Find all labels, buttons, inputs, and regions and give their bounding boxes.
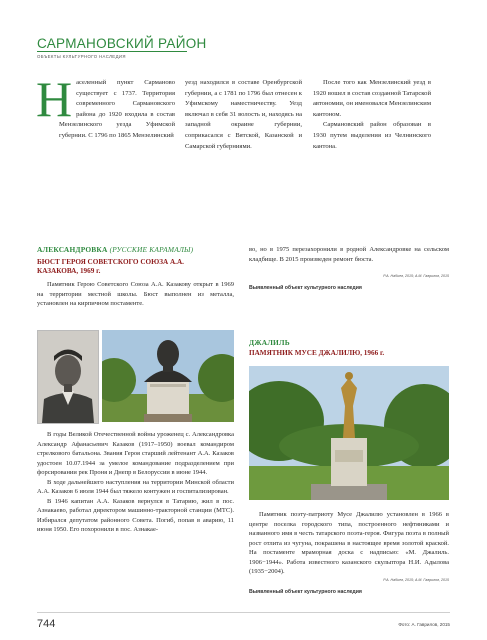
photo-portrait xyxy=(37,330,99,424)
bust-image xyxy=(102,330,234,422)
sec1-body-p2: В ходе дальнейшего наступления на территории Минской области А.А. Казаков 6 июля 1944 был тяжело контужен и госпитализирован. xyxy=(37,478,234,495)
sec1-intro xyxy=(37,280,234,309)
footer-rule xyxy=(37,612,450,613)
sec1-place: АЛЕКСАНДРОВКА xyxy=(37,245,108,254)
sec1-title: БЮСТ ГЕРОЯ СОВЕТСКОГО СОЮЗА А.А. КАЗАКОВА, 1969 г. xyxy=(37,258,184,275)
intro-column-2 xyxy=(185,78,302,152)
intro-col3-p1: После того как Мензелинский уезд в 1920 вошел в состав созданной Татарской автономии, он именовался Мензелинским кантоном. xyxy=(313,79,431,118)
intro-col3-p2: Сармановский район образован в 1930 путем выделения из Челнинского кантона. xyxy=(313,121,431,150)
intro-column-1 xyxy=(36,71,175,142)
sec2-body-text: Памятник поэту-патриоту Мусе Джалилю установлен в 1966 в центре поселка городского типа, построенного нефтяниками и названного имя в честь татарского поэта-героя. Фигура поэта в полный рост отлита из чугуна, покрашена в настоящее время золотой краской. На постаменте мраморная доска с надписью: «М. Джалиль. 1906−1944». Работа известного казанского скульптора Н.И. Адылова (1935−2004). xyxy=(249,511,449,575)
photo-bust xyxy=(102,330,234,422)
portrait-image xyxy=(38,331,98,423)
sec1-heritage: Выявленный объект культурного наследия xyxy=(249,285,362,291)
photo-jalil-monument xyxy=(249,366,449,500)
sec1-credit: Р.А. Набиев, 2015; А.М. Гаврилов, 2015 xyxy=(383,274,449,278)
header-rule xyxy=(37,51,187,52)
sec1-cont-text: во, но в 1975 перезахоронили в родной Александровке на сельском кладбище. В 2015 произведен ремонт бюста. xyxy=(249,246,449,263)
sec1-place-alt: (РУССКИЕ КАРАМАЛЫ) xyxy=(109,245,194,254)
footer-photo-credit: Фото: А. Гаврилов, 2015 xyxy=(398,622,450,627)
sec1-body xyxy=(37,430,234,535)
intro-col1-text: аселенный пункт Сарманово существует с 1737. Территория современного Сармановского района до 1920 входила в состав Мензелинского уезда Уфимской губернии. С 1796 по 1865 Мензелинский xyxy=(59,79,175,139)
intro-col2-text: уезд находился в составе Оренбургской губернии, а с 1781 по 1796 был отнесен к Уфимскому наместничеству. Уезд включал в себя 31 волость и, находясь на западной окраине губернии, соприкасался с Вятской, Казанской и Самарской губерниями. xyxy=(185,79,302,150)
sec2-credit: Р.А. Набиев, 2015; А.М. Гаврилов, 2015 xyxy=(383,578,449,582)
jalil-monument-image xyxy=(249,366,449,500)
page-number: 744 xyxy=(37,618,56,630)
intro-column-3 xyxy=(313,78,431,152)
sec2-heritage: Выявленный объект культурного наследия xyxy=(249,589,362,595)
sec1-body-p1: В годы Великой Отечественной войны уроженец с. Александровка Александр Афанасьевич Казаков (1917–1950) воевал командиром стрелкового батальона. Звания Героя старший лейтенант А.А. Казаков удостоен 10.07.1944 за умелое командование подразделением при форсировании рек Проня и Днепр в Белоруссии в июне 1944. xyxy=(37,431,234,476)
section-title: САРМАНОВСКИЙ РАЙОН xyxy=(37,36,207,51)
sec2-title: ПАМЯТНИК МУСЕ ДЖАЛИЛЮ, 1966 г. xyxy=(249,349,385,357)
dropcap: Н xyxy=(36,71,73,127)
section-subtitle: ОБЪЕКТЫ КУЛЬТУРНОГО НАСЛЕДИЯ xyxy=(37,54,126,59)
sec1-body-p3: В 1946 капитан А.А. Казаков вернулся в Татарию, жил в пос. Азнакаево, работал директором машинно-тракторной станции (МТС). Избирался депутатом районного Совета. Погиб, попав в аварию, 11 июня 1950. Его похоронили в пос. Азнакае- xyxy=(37,497,234,533)
sec2-body xyxy=(249,510,449,577)
sec1-continuation xyxy=(249,245,449,264)
sec2-place-heading: ДЖАЛИЛЬ xyxy=(249,338,290,347)
sec1-place-heading xyxy=(37,245,237,254)
sec1-intro-text: Памятник Герою Советского Союза А.А. Казакову открыт в 1969 на территории местной школы. Бюст выполнен из металла, установлен на кирпичном постаменте. xyxy=(37,281,234,307)
